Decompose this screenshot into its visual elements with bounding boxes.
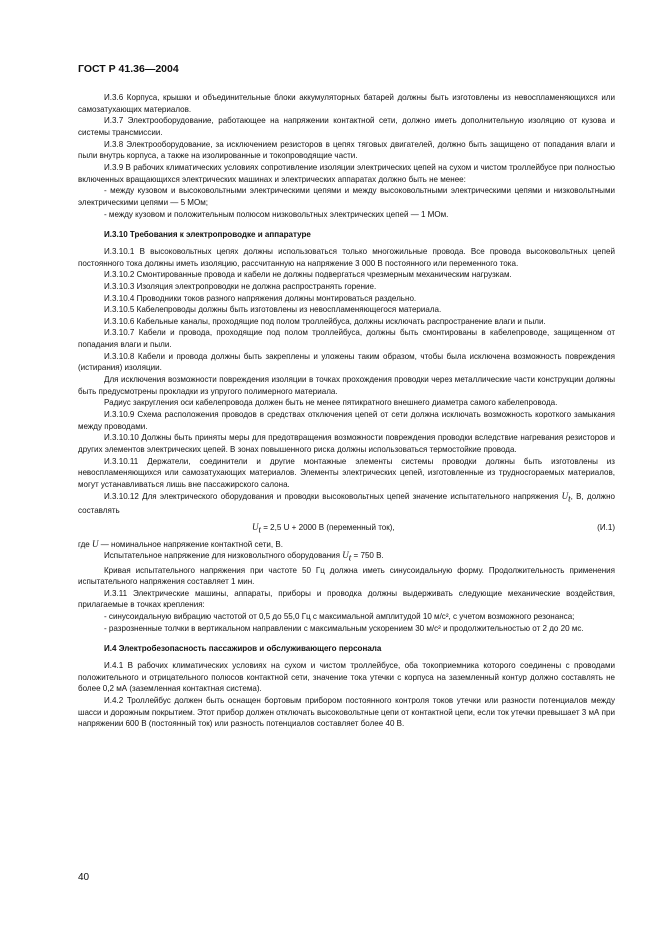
formula-i1 xyxy=(78,519,615,537)
page-number: 40 xyxy=(78,872,90,883)
paragraph: И.3.10.8 Кабели и провода должны быть закреплены и уложены таким образом, чтобы была исключена возможность повреждения (истирания) изоляции. xyxy=(78,351,615,373)
paragraph: И.3.9 В рабочих климатических условиях сопротивление изоляции электрических цепей на сухом и чистом троллейбусе при полностью включенных вращающихся электрических машинах и электрических аппаратах должно быть не менее: xyxy=(78,162,615,184)
formula-number: (И.1) xyxy=(597,522,615,532)
paragraph: И.3.10.4 Проводники токов разного напряжения должны монтироваться раздельно. xyxy=(104,293,417,303)
paragraph: И.3.10.7 Кабели и провода, проходящие под полом троллейбуса, должны быть смонтированы в кабелепроводе, защищенном от попадания влаги и пыли. xyxy=(78,328,615,350)
paragraph: И.3.10.1 В высоковольтных цепях должны использоваться только многожильные провода. Все провода высоковольтных цепей постоянного тока должны иметь изоляцию, рассчитанную на напряжение 3 000 В постоянного или переменного тока. xyxy=(78,246,615,268)
document-header: ГОСТ Р 41.36—2004 xyxy=(78,63,179,75)
section-heading: И.3.10 Требования к электропроводке и аппаратуре xyxy=(104,230,311,240)
paragraph: И.3.10.6 Кабельные каналы, проходящие под полом троллейбуса, должны исключать распространение влаги и пыли. xyxy=(104,316,546,326)
document-body xyxy=(78,92,615,730)
paragraph: И.3.11 Электрические машины, аппараты, приборы и проводка должны выдерживать следующие механические воздействия, прилагаемые в точках крепления: xyxy=(78,588,615,610)
paragraph: И.4.1 В рабочих климатических условиях на сухом и чистом троллейбусе, оба токоприемника которого соединены с проводами положительного и отрицательного полюсов контактной сети, значение тока утечки с корпуса на заземленный контур должно составлять не более 0,2 мА (заземленная контактная система). xyxy=(78,661,615,694)
section-heading: И.4 Электробезопасность пассажиров и обслуживающего персонала xyxy=(104,644,382,654)
list-item: - синусоидальную вибрацию частотой от 0,5 до 55,0 Гц с максимальной амплитудой 10 м/с², с учетом возможного резонанса; xyxy=(104,612,575,622)
paragraph: Испытательное напряжение для низковольтного оборудования $U_t = 750$ В. xyxy=(104,550,384,563)
paragraph: И.3.10.5 Кабелепроводы должны быть изготовлены из невоспламеняющегося материала. xyxy=(104,305,442,315)
formula-explanation: где U — номинальное напряжение контактной сети, В. xyxy=(78,538,283,549)
paragraph: И.4.2 Троллейбус должен быть оснащен бортовым прибором постоянного контроля токов утечки или разности потенциалов между шасси и дорожным покрытием. Этот прибор должен отключать высоковольтные цепи от контактной цепи, если ток утечки превышает 3 мА при напряжении 600 В (постоянный ток) или разность потенциалов составляет более 40 В. xyxy=(78,696,615,729)
paragraph: И.3.6 Корпуса, крышки и объединительные блоки аккумуляторных батарей должны быть изготовлены из невоспламеняющихся или самозатухающих материалов. xyxy=(78,93,615,114)
paragraph: И.3.10.3 Изоляция электропроводки не должна распространять горение. xyxy=(104,281,377,291)
paragraph: И.3.7 Электрооборудование, работающее на напряжении контактной сети, должно иметь дополнительную изоляцию от кузова и системы трансмиссии. xyxy=(78,116,615,137)
paragraph: И.3.10.10 Должны быть приняты меры для предотвращения возможности повреждения проводки вследствие нагревания резисторов и других элементов электрических цепей. В зонах повышенного риска должны использоваться термостойкие провода. xyxy=(78,433,615,455)
paragraph-test-voltage: И.3.10.12 Для электрического оборудования и проводки высоковольтных цепей значение испытательного напряжения $U_t$, В, должно составлять xyxy=(78,490,615,515)
formula-expression: $U_t = 2,5$ U + 2000 В (переменный ток), xyxy=(252,521,395,535)
paragraph: Радиус закругления оси кабелепровода должен быть не менее пятикратного внешнего диаметра самого кабелепровода. xyxy=(104,398,558,408)
list-item: - разрозненные толчки в вертикальном направлении с максимальным ускорением 30 м/с² и продолжительностью от 2 до 20 мс. xyxy=(104,623,584,633)
list-item: - между кузовом и высоковольтными электрическими цепями и между высоковольтными электрическими цепями и низковольтными электрическими цепями — 5 МОм; xyxy=(78,186,615,207)
paragraph: И.3.8 Электрооборудование, за исключением резисторов в цепях тяговых двигателей, должно быть защищено от попадания влаги и пыли внутрь корпуса, а также на изолированные и токопроводящие части. xyxy=(78,139,615,161)
paragraph: И.3.10.9 Схема расположения проводов в средствах отключения цепей от сети должна исключать возможность короткого замыкания между проводами. xyxy=(78,410,615,431)
paragraph: Кривая испытательного напряжения при частоте 50 Гц должна иметь синусоидальную форму. Продолжительность применения испытательного напряжения составляет 1 мин. xyxy=(78,565,615,587)
paragraph: И.3.10.11 Держатели, соединители и другие монтажные элементы системы проводки должны быть изготовлены из невоспламеняющихся или самозатухающих материалов. Элементы электрических цепей, изготовленные из трудносгораемых материалов, могут устанавливаться лишь вне пассажирского салона. xyxy=(78,456,615,489)
paragraph: Для исключения возможности повреждения изоляции в точках прохождения проводки через металлические части конструкции должны быть предусмотрены прокладки из упругого полимерного материала. xyxy=(78,375,615,396)
paragraph: И.3.10.2 Смонтированные провода и кабели не должны подвергаться чрезмерным механическим нагрузкам. xyxy=(104,270,512,280)
list-item: - между кузовом и положительным полюсом низковольтных электрических цепей — 1 МОм. xyxy=(104,209,449,219)
